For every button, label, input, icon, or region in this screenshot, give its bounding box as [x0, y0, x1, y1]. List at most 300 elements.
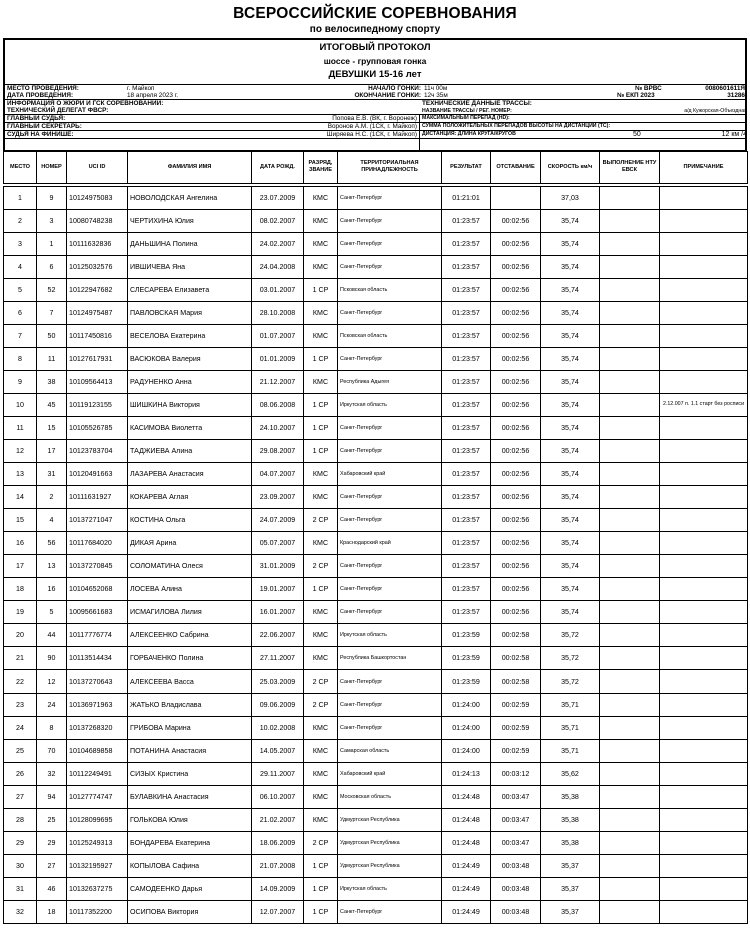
cell-region: Санкт-Петербург [338, 486, 442, 509]
cell-note [660, 509, 748, 532]
cell-note [660, 900, 748, 923]
table-row [4, 854, 748, 877]
cell-speed: 35,38 [541, 808, 600, 831]
cell-birthdate: 24.07.2009 [252, 509, 304, 532]
cell-gap: 00:02:56 [491, 578, 541, 601]
cell-speed: 35,74 [541, 209, 600, 232]
table-row [4, 624, 748, 647]
cell-gap: 00:02:56 [491, 255, 541, 278]
cell-gap [491, 186, 541, 209]
cell-birthdate: 14.09.2009 [252, 877, 304, 900]
cell-region: Санкт-Петербург [338, 693, 442, 716]
cell-gap: 00:02:56 [491, 232, 541, 255]
table-row [4, 509, 748, 532]
cell-region: Хабаровский край [338, 463, 442, 486]
cell-result: 01:21:01 [442, 186, 491, 209]
cell-name: АЛЕКСЕЕНКО Сабрина [128, 624, 252, 647]
vrvs-value: 0080601611Я [705, 84, 745, 92]
cell-place: 32 [4, 900, 37, 923]
cell-gap: 00:02:56 [491, 278, 541, 301]
cell-number: 27 [37, 854, 67, 877]
cell-result: 01:24:49 [442, 900, 491, 923]
sum-drop-label: СУММА ПОЛОЖИТЕЛЬНЫХ ПЕРЕПАДОВ ВЫСОТЫ НА ДИСТАНЦИИ (ТС): [422, 122, 611, 129]
cell-speed: 35,62 [541, 762, 600, 785]
table-header-row [4, 151, 748, 183]
cell-result: 01:24:49 [442, 877, 491, 900]
cell-rank: 1 СР [304, 578, 338, 601]
cell-uci-id: 10125249313 [67, 831, 128, 854]
cell-name: ДИКАЯ Арина [128, 532, 252, 555]
age-category: ДЕВУШКИ 15-16 лет [328, 69, 422, 80]
cell-gap: 00:02:56 [491, 209, 541, 232]
cell-birthdate: 18.06.2009 [252, 831, 304, 854]
cell-place: 6 [4, 301, 37, 324]
cell-rank: КМС [304, 532, 338, 555]
cell-name: ИВШИЧЕВА Яна [128, 255, 252, 278]
table-row [4, 440, 748, 463]
cell-gap: 00:02:56 [491, 416, 541, 439]
cell-gap: 00:03:47 [491, 785, 541, 808]
cell-result: 01:23:59 [442, 624, 491, 647]
cell-rank: КМС [304, 463, 338, 486]
cell-note [660, 785, 748, 808]
cell-uci-id: 10104689858 [67, 739, 128, 762]
cell-birthdate: 22.06.2007 [252, 624, 304, 647]
cell-evsk [600, 255, 660, 278]
cell-uci-id: 10124975083 [67, 186, 128, 209]
cell-name: СОЛОМАТИНА Олеся [128, 555, 252, 578]
cell-result: 01:23:57 [442, 601, 491, 624]
cell-uci-id: 10105526785 [67, 416, 128, 439]
cell-rank: КМС [304, 186, 338, 209]
cell-number: 32 [37, 762, 67, 785]
cell-name: ГОЛЬКОВА Юлия [128, 808, 252, 831]
cell-uci-id: 10095661683 [67, 601, 128, 624]
cell-uci-id: 10132637275 [67, 877, 128, 900]
secretary-label: ГЛАВНЫЙ СЕКРЕТАРЬ: [7, 122, 82, 130]
cell-name: ЧЕРТИХИНА Юлия [128, 209, 252, 232]
cell-name: ЛОСЕВА Алина [128, 578, 252, 601]
cell-result: 01:23:57 [442, 278, 491, 301]
date-label: ДАТА ПРОВЕДЕНИЯ: [7, 91, 74, 99]
cell-gap: 00:03:48 [491, 877, 541, 900]
cell-name: ГОРБАЧЕНКО Полина [128, 647, 252, 670]
cell-place: 11 [4, 416, 37, 439]
cell-evsk [600, 693, 660, 716]
cell-region: Удмуртская Республика [338, 854, 442, 877]
cell-name: КОПЫЛОВА Сафина [128, 854, 252, 877]
cell-result: 01:24:48 [442, 808, 491, 831]
protocol-title: ИТОГОВЫЙ ПРОТОКОЛ [319, 42, 431, 53]
end-value: 12ч 35м [424, 91, 448, 99]
cell-place: 20 [4, 624, 37, 647]
cell-name: САМОДЕЕНКО Дарья [128, 877, 252, 900]
cell-uci-id: 10117776774 [67, 624, 128, 647]
cell-gap: 00:03:47 [491, 808, 541, 831]
cell-gap: 00:02:56 [491, 486, 541, 509]
cell-rank: КМС [304, 324, 338, 347]
col-evsk: ВЫПОЛНЕНИЕ НТУ ЕВСК [600, 151, 660, 183]
cell-rank: КМС [304, 739, 338, 762]
cell-speed: 35,74 [541, 440, 600, 463]
cell-evsk [600, 739, 660, 762]
cell-name: НОВОЛОДСКАЯ Ангелина [128, 186, 252, 209]
cell-note [660, 232, 748, 255]
cell-rank: КМС [304, 301, 338, 324]
cell-region: Краснодарский край [338, 532, 442, 555]
cell-place: 8 [4, 347, 37, 370]
cell-evsk [600, 347, 660, 370]
cell-region: Санкт-Петербург [338, 232, 442, 255]
cell-evsk [600, 186, 660, 209]
cell-birthdate: 23.09.2007 [252, 486, 304, 509]
cell-rank: 1 СР [304, 347, 338, 370]
cell-name: АЛЕКСЕЕВА Васса [128, 670, 252, 693]
table-row [4, 301, 748, 324]
cell-gap: 00:02:56 [491, 440, 541, 463]
start-value: 11ч 00м [424, 84, 448, 92]
cell-evsk [600, 555, 660, 578]
cell-speed: 35,74 [541, 486, 600, 509]
cell-name: ШИШКИНА Виктория [128, 393, 252, 416]
cell-uci-id: 10113514434 [67, 647, 128, 670]
cell-uci-id: 10123783704 [67, 440, 128, 463]
cell-evsk [600, 324, 660, 347]
cell-note [660, 647, 748, 670]
cell-region: Удмуртская Республика [338, 831, 442, 854]
cell-region: Республика Адыгея [338, 370, 442, 393]
cell-evsk [600, 440, 660, 463]
col-note: ПРИМЕЧАНИЕ [660, 151, 748, 183]
cell-number: 7 [37, 301, 67, 324]
cell-evsk [600, 854, 660, 877]
cell-note [660, 370, 748, 393]
cell-result: 01:23:57 [442, 347, 491, 370]
cell-note [660, 255, 748, 278]
cell-speed: 35,74 [541, 232, 600, 255]
cell-gap: 00:02:56 [491, 601, 541, 624]
cell-birthdate: 03.01.2007 [252, 278, 304, 301]
cell-name: ПАВЛОВСКАЯ Мария [128, 301, 252, 324]
cell-number: 38 [37, 370, 67, 393]
cell-birthdate: 09.06.2009 [252, 693, 304, 716]
cell-speed: 35,74 [541, 578, 600, 601]
cell-speed: 35,74 [541, 509, 600, 532]
cell-rank: КМС [304, 808, 338, 831]
cell-note [660, 739, 748, 762]
table-row [4, 693, 748, 716]
cell-place: 28 [4, 808, 37, 831]
cell-number: 5 [37, 601, 67, 624]
cell-result: 01:24:13 [442, 762, 491, 785]
cell-rank: КМС [304, 716, 338, 739]
cell-evsk [600, 370, 660, 393]
table-row [4, 716, 748, 739]
cell-uci-id: 10111631927 [67, 486, 128, 509]
col-birthdate: ДАТА РОЖД. [252, 151, 304, 183]
cell-region: Республика Башкортостан [338, 647, 442, 670]
ekp-label: № ЕКП 2023 [617, 91, 655, 99]
cell-speed: 35,38 [541, 831, 600, 854]
cell-speed: 35,74 [541, 416, 600, 439]
cell-birthdate: 28.10.2008 [252, 301, 304, 324]
cell-number: 6 [37, 255, 67, 278]
cell-note [660, 831, 748, 854]
cell-place: 19 [4, 601, 37, 624]
cell-region: Санкт-Петербург [338, 301, 442, 324]
tech-header: ТЕХНИЧЕСКИЕ ДАННЫЕ ТРАССЫ: [422, 99, 532, 107]
cell-gap: 00:02:56 [491, 555, 541, 578]
cell-region: Хабаровский край [338, 762, 442, 785]
cell-rank: 1 СР [304, 854, 338, 877]
cell-birthdate: 24.02.2007 [252, 232, 304, 255]
cell-evsk [600, 601, 660, 624]
cell-number: 12 [37, 670, 67, 693]
cell-note [660, 532, 748, 555]
cell-birthdate: 01.01.2009 [252, 347, 304, 370]
col-uci-id: UCI ID [67, 151, 128, 183]
cell-speed: 35,37 [541, 900, 600, 923]
cell-region: Удмуртская Республика [338, 808, 442, 831]
cell-name: ЖАТЬКО Владислава [128, 693, 252, 716]
table-row [4, 808, 748, 831]
cell-gap: 00:02:56 [491, 301, 541, 324]
protocol-frame [3, 38, 747, 151]
cell-speed: 35,71 [541, 739, 600, 762]
table-row [4, 232, 748, 255]
cell-name: СИЗЫХ Кристина [128, 762, 252, 785]
cell-uci-id: 10136971963 [67, 693, 128, 716]
table-row [4, 647, 748, 670]
cell-gap: 00:02:56 [491, 393, 541, 416]
cell-birthdate: 04.07.2007 [252, 463, 304, 486]
cell-note: 2.12.007 п. 1.1 старт без росписи [660, 393, 748, 416]
cell-result: 01:23:57 [442, 393, 491, 416]
cell-number: 17 [37, 440, 67, 463]
cell-rank: 1 СР [304, 393, 338, 416]
cell-uci-id: 10127617931 [67, 347, 128, 370]
cell-place: 13 [4, 463, 37, 486]
cell-result: 01:23:57 [442, 370, 491, 393]
cell-note [660, 716, 748, 739]
cell-speed: 35,74 [541, 278, 600, 301]
cell-result: 01:24:00 [442, 693, 491, 716]
cell-number: 4 [37, 509, 67, 532]
cell-name: ИСМАГИЛОВА Лилия [128, 601, 252, 624]
cell-evsk [600, 808, 660, 831]
cell-note [660, 463, 748, 486]
cell-gap: 00:02:56 [491, 370, 541, 393]
cell-speed: 37,03 [541, 186, 600, 209]
cell-gap: 00:02:56 [491, 347, 541, 370]
cell-uci-id: 10117450816 [67, 324, 128, 347]
cell-note [660, 555, 748, 578]
cell-number: 45 [37, 393, 67, 416]
cell-speed: 35,72 [541, 647, 600, 670]
cell-speed: 35,74 [541, 601, 600, 624]
venue-value: г. Майкоп [127, 84, 155, 92]
cell-region: Иркутская область [338, 624, 442, 647]
cell-place: 21 [4, 647, 37, 670]
table-row [4, 762, 748, 785]
ekp-value: 31286 [727, 91, 745, 99]
cell-evsk [600, 716, 660, 739]
table-row [4, 324, 748, 347]
venue-label: МЕСТО ПРОВЕДЕНИЯ: [7, 84, 79, 92]
cell-uci-id: 10120491663 [67, 463, 128, 486]
cell-uci-id: 10137270643 [67, 670, 128, 693]
table-row [4, 670, 748, 693]
cell-uci-id: 10122947682 [67, 278, 128, 301]
cell-speed: 35,74 [541, 555, 600, 578]
cell-gap: 00:02:59 [491, 716, 541, 739]
cell-uci-id: 10119123155 [67, 393, 128, 416]
cell-name: ГРИБОВА Марина [128, 716, 252, 739]
cell-speed: 35,72 [541, 624, 600, 647]
cell-rank: 1 СР [304, 900, 338, 923]
table-row [4, 601, 748, 624]
cell-region: Псковская область [338, 324, 442, 347]
table-row [4, 739, 748, 762]
cell-place: 1 [4, 186, 37, 209]
cell-uci-id: 10125032576 [67, 255, 128, 278]
cell-number: 94 [37, 785, 67, 808]
document-header [0, 0, 750, 38]
start-label: НАЧАЛО ГОНКИ: [368, 84, 421, 92]
table-row [4, 555, 748, 578]
cell-place: 16 [4, 532, 37, 555]
cell-result: 01:24:49 [442, 854, 491, 877]
cell-birthdate: 08.02.2007 [252, 209, 304, 232]
cell-birthdate: 29.08.2007 [252, 440, 304, 463]
col-place: МЕСТО [4, 151, 37, 183]
cell-number: 8 [37, 716, 67, 739]
cell-speed: 35,38 [541, 785, 600, 808]
cell-number: 29 [37, 831, 67, 854]
cell-name: СЛЕСАРЕВА Елизавета [128, 278, 252, 301]
cell-name: БОНДАРЕВА Екатерина [128, 831, 252, 854]
table-row [4, 255, 748, 278]
cell-rank: 1 СР [304, 278, 338, 301]
cell-result: 01:23:59 [442, 647, 491, 670]
cell-rank: КМС [304, 232, 338, 255]
cell-number: 18 [37, 900, 67, 923]
cell-speed: 35,74 [541, 255, 600, 278]
cell-speed: 35,72 [541, 670, 600, 693]
cell-gap: 00:03:12 [491, 762, 541, 785]
cell-result: 01:24:48 [442, 831, 491, 854]
cell-rank: КМС [304, 785, 338, 808]
cell-gap: 00:03:48 [491, 900, 541, 923]
delegate-label: ТЕХНИЧЕСКИЙ ДЕЛЕГАТ ФВСР: [7, 106, 109, 114]
finish-judge-value: Ширяева Н.С. (1СК, г. Майкоп) [326, 130, 417, 138]
cell-uci-id: 10137271047 [67, 509, 128, 532]
cell-place: 24 [4, 716, 37, 739]
cell-speed: 35,71 [541, 693, 600, 716]
cell-note [660, 624, 748, 647]
cell-region: Санкт-Петербург [338, 716, 442, 739]
cell-place: 31 [4, 877, 37, 900]
cell-uci-id: 10124975487 [67, 301, 128, 324]
cell-name: КОСТИНА Ольга [128, 509, 252, 532]
cell-region: Иркутская область [338, 393, 442, 416]
end-label: ОКОНЧАНИЕ ГОНКИ: [354, 91, 421, 99]
cell-region: Московская область [338, 785, 442, 808]
cell-place: 2 [4, 209, 37, 232]
col-rank: РАЗРЯД, ЗВАНИЕ [304, 151, 338, 183]
protocol-heading [5, 40, 745, 85]
cell-rank: КМС [304, 762, 338, 785]
cell-note [660, 440, 748, 463]
cell-uci-id: 10104652068 [67, 578, 128, 601]
cell-place: 4 [4, 255, 37, 278]
cell-evsk [600, 624, 660, 647]
cell-uci-id: 10127774747 [67, 785, 128, 808]
cell-birthdate: 06.10.2007 [252, 785, 304, 808]
cell-region: Санкт-Петербург [338, 555, 442, 578]
cell-note [660, 693, 748, 716]
cell-evsk [600, 301, 660, 324]
table-row [4, 578, 748, 601]
cell-uci-id: 10109564413 [67, 370, 128, 393]
cell-birthdate: 10.02.2008 [252, 716, 304, 739]
cell-speed: 35,74 [541, 532, 600, 555]
cell-rank: КМС [304, 370, 338, 393]
cell-evsk [600, 762, 660, 785]
cell-note [660, 578, 748, 601]
cell-birthdate: 21.12.2007 [252, 370, 304, 393]
table-row [4, 486, 748, 509]
cell-place: 26 [4, 762, 37, 785]
col-region: ТЕРРИТОРИАЛЬНАЯ ПРИНАДЛЕЖНОСТЬ [338, 151, 442, 183]
cell-note [660, 209, 748, 232]
cell-name: ВЕСЕЛОВА Екатерина [128, 324, 252, 347]
cell-birthdate: 21.02.2007 [252, 808, 304, 831]
cell-speed: 35,71 [541, 716, 600, 739]
cell-number: 46 [37, 877, 67, 900]
cell-number: 2 [37, 486, 67, 509]
cell-result: 01:23:57 [442, 324, 491, 347]
results-table [3, 151, 748, 925]
cell-uci-id: 10137270845 [67, 555, 128, 578]
cell-speed: 35,74 [541, 347, 600, 370]
cell-number: 70 [37, 739, 67, 762]
cell-place: 7 [4, 324, 37, 347]
cell-birthdate: 19.01.2007 [252, 578, 304, 601]
date-value: 18 апреля 2023 г. [127, 91, 179, 99]
cell-name: РАДУНЕНКО Анна [128, 370, 252, 393]
cell-place: 25 [4, 739, 37, 762]
cell-rank: 2 СР [304, 555, 338, 578]
cell-evsk [600, 532, 660, 555]
cell-region: Санкт-Петербург [338, 670, 442, 693]
cell-uci-id: 10080748238 [67, 209, 128, 232]
cell-result: 01:23:57 [442, 463, 491, 486]
col-number: НОМЕР [37, 151, 67, 183]
cell-gap: 00:02:56 [491, 532, 541, 555]
cell-uci-id: 10111632836 [67, 232, 128, 255]
cell-evsk [600, 509, 660, 532]
cell-place: 15 [4, 509, 37, 532]
cell-place: 30 [4, 854, 37, 877]
cell-speed: 35,37 [541, 877, 600, 900]
cell-place: 17 [4, 555, 37, 578]
table-row [4, 347, 748, 370]
cell-place: 29 [4, 831, 37, 854]
cell-place: 18 [4, 578, 37, 601]
cell-region: Санкт-Петербург [338, 578, 442, 601]
cell-birthdate: 24.04.2008 [252, 255, 304, 278]
